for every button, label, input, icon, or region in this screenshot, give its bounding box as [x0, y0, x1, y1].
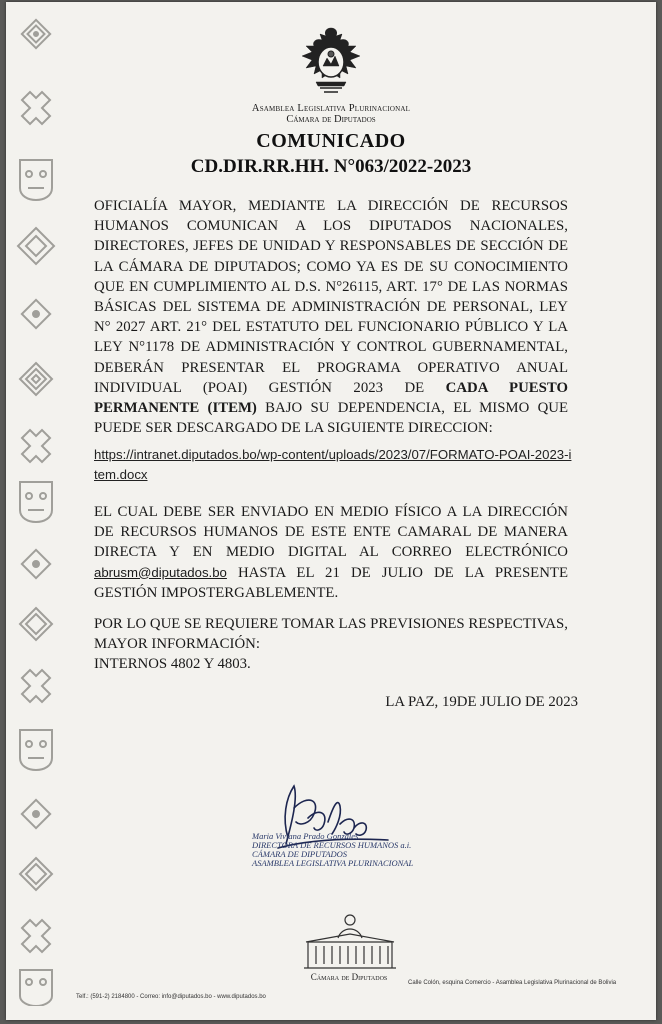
letterhead	[6, 24, 656, 125]
paragraph-3	[94, 614, 568, 675]
paragraph-2-text-a: EL CUAL DEBE SER ENVIADO EN MEDIO FÍSICO A LA DIRECCIÓN DE RECURSOS HUMANOS DE ESTE ENTE CAMARAL DE MANERA DIRECTA Y EN MEDIO DIGITAL AL CORREO ELECTRÓNICO	[94, 504, 568, 561]
paragraph-1-bold: CADA PUESTO PERMANENTE (ITEM)	[94, 379, 568, 417]
stamp-name: Maria Viviana Prado Gonzales	[252, 831, 359, 841]
download-link[interactable]: https://intranet.diputados.bo/wp-content/uploads/2023/07/FORMATO-POAI-2023-item.docx	[94, 447, 572, 482]
email-link[interactable]: abrusm@diputados.bo	[94, 564, 227, 580]
document-reference: CD.DIR.RR.HH. N°063/2022-2023	[190, 156, 472, 177]
paragraph-3-line2: INTERNOS 4802 Y 4803.	[94, 656, 251, 673]
building-logo-icon	[298, 912, 402, 972]
document-page	[6, 2, 656, 1020]
footer-contact: Telf.: (591-2) 2184800 - Correo: info@diputados.bo - www.diputados.bo	[76, 994, 266, 1000]
paragraph-1	[94, 196, 568, 438]
stamp-chamber: CÁMARA DE DIPUTADOS	[252, 849, 348, 859]
org-name-line2: Cámara de Diputados	[286, 114, 376, 125]
paragraph-2-text-b: HASTA EL 21 DE JULIO DE LA PRESENTE GESTIÓN IMPOSTERGABLEMENTE.	[94, 564, 568, 601]
date-line: LA PAZ, 19DE JULIO DE 2023	[385, 694, 578, 710]
stamp-position: DIRECTORA DE RECURSOS HUMANOS a.i.	[252, 840, 412, 850]
document-title: COMUNICADO	[256, 130, 406, 152]
official-stamp	[252, 831, 414, 868]
footer-address: Calle Colón, esquina Comercio - Asamblea Legislativa Plurinacional de Bolivia	[408, 980, 617, 986]
stamp-assembly: ASAMBLEA LEGISLATIVA PLURINACIONAL	[252, 858, 414, 868]
paragraph-1-text-a: OFICIALÍA MAYOR, MEDIANTE LA DIRECCIÓN DE RECURSOS HUMANOS COMUNICAN A LOS DIPUTADOS NACIONALES, DIRECTORES, JEFES DE UNIDAD Y RESPONSABLES DE SECCIÓN DE LA CÁMARA DE DIPUTADOS; COMO YA ES DE SU CONOCIMIENTO QUE EN CUMPLIMIENTO AL D.S. N°26115, ART. 17° DE LAS NORMAS BÁSICAS DEL SISTEMA DE ADMINISTRACIÓN DE PERSONAL, LEY N° 2027 ART. 21° DEL ESTATUTO DEL FUNCIONARIO PÚBLICO Y LA LEY N°1178 DE ADMINISTRACIÓN Y CONTROL GUBERNAMENTAL, DEBERÁN PRESENTAR EL PROGRAMA OPERATIVO ANUAL INDIVIDUAL (POAI) GESTIÓN 2023 DE	[94, 198, 568, 396]
footer-org-name: Cámara de Diputados	[310, 972, 388, 982]
paragraph-1-text-b: BAJO SU DEPENDENCIA, EL MISMO QUE PUEDE SER DESCARGADO DE LA SIGUIENTE DIRECCION:	[94, 400, 568, 437]
paragraph-2	[94, 502, 568, 603]
org-name-line1: Asamblea Legislativa Plurinacional	[251, 103, 411, 114]
coat-of-arms-icon	[296, 24, 366, 102]
paragraph-3-line1: POR LO QUE SE REQUIERE TOMAR LAS PREVISIONES RESPECTIVAS, MAYOR INFORMACIÓN:	[94, 616, 568, 653]
